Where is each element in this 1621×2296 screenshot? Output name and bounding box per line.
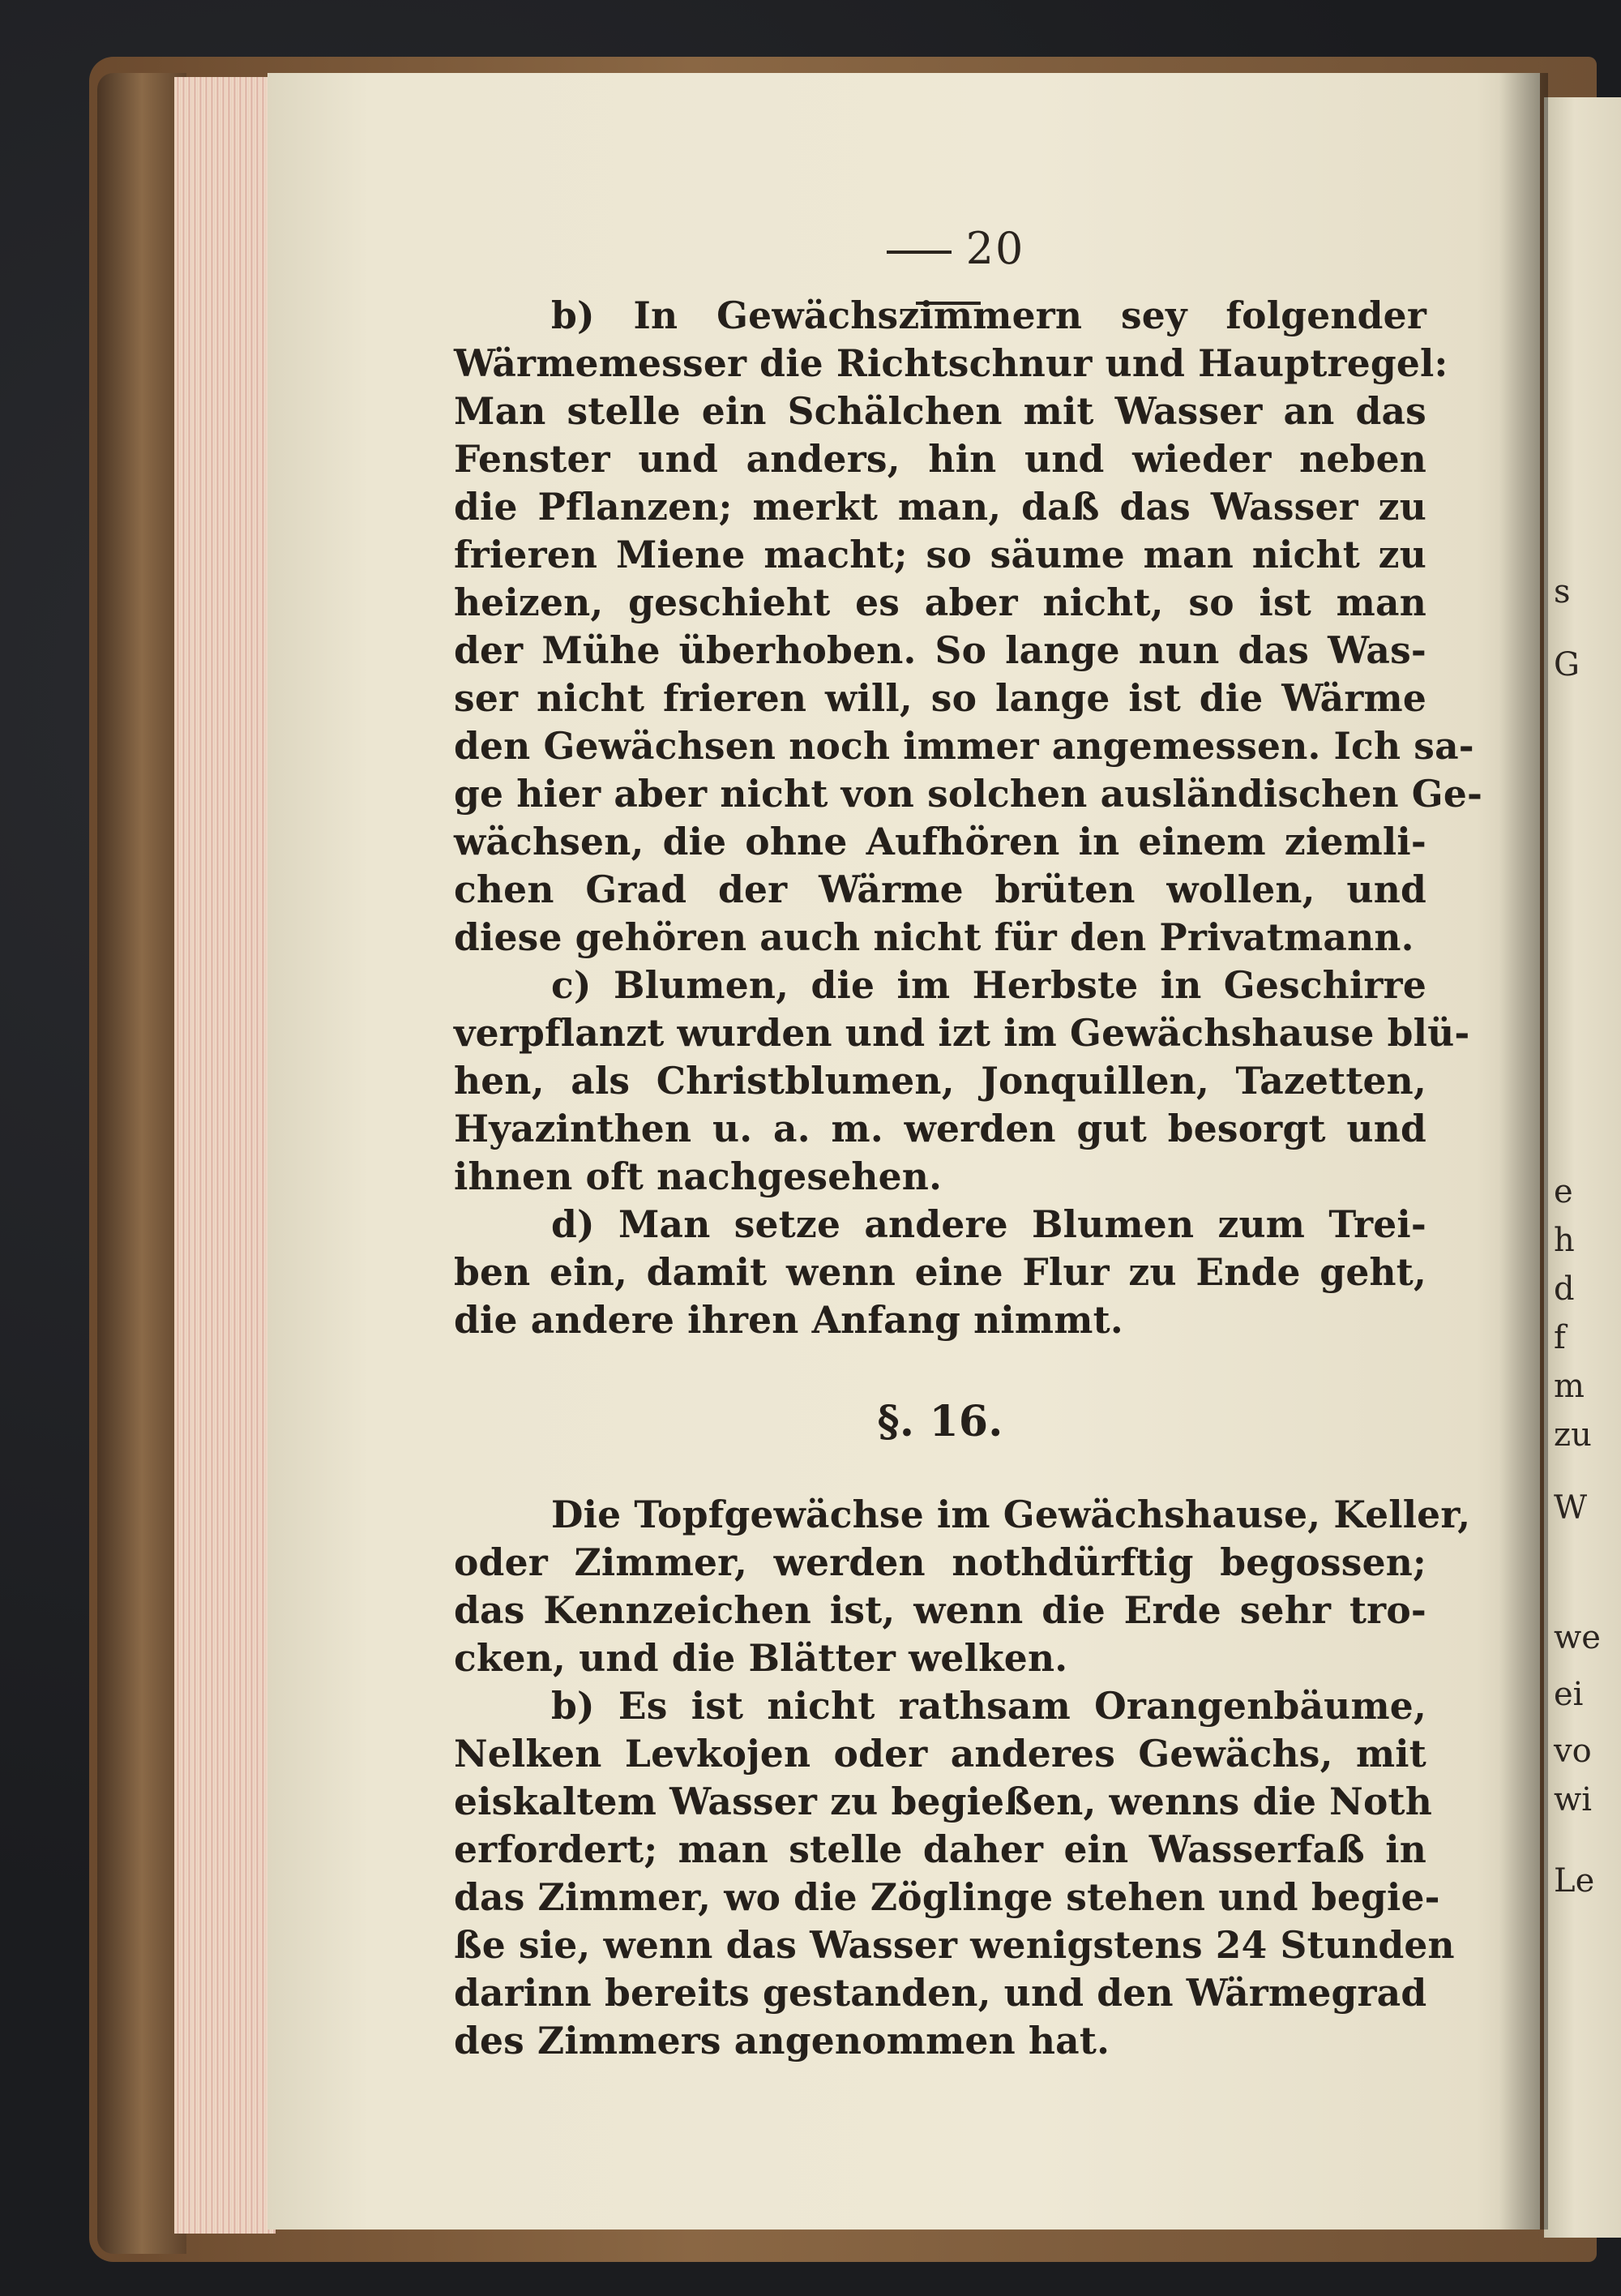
next-page-text-fragment: G (1554, 646, 1580, 683)
text-line: c) Blumen, die im Herbste in Geschirre (551, 963, 1426, 1007)
next-page-text-fragment: e (1554, 1173, 1573, 1210)
book-spine-edge (97, 73, 186, 2254)
text-line: der Mühe überhoben. So lange nun das Was- (454, 628, 1426, 672)
text-line: Nelken Levkojen oder anderes Gewächs, mit (454, 1732, 1426, 1776)
text-line: Man stelle ein Schälchen mit Wasser an das (454, 389, 1426, 433)
text-line: das Zimmer, wo die Zöglinge stehen und begie- (454, 1875, 1440, 1919)
paragraph-16-b (454, 1682, 1455, 2065)
text-line: die Pflanzen; merkt man, daß das Wasser zu (454, 485, 1426, 529)
text-line: d) Man setze andere Blumen zum Trei- (551, 1202, 1426, 1246)
next-page-text-fragment: ei (1554, 1676, 1584, 1713)
text-line: cken, und die Blätter welken. (454, 1636, 1068, 1680)
page-text (454, 292, 1483, 2065)
next-page-text-fragment: zu (1554, 1416, 1592, 1454)
text-line: chen Grad der Wärme brüten wollen, und (454, 867, 1426, 911)
next-page-text-fragment: f (1554, 1319, 1566, 1356)
text-line: heizen, geschieht es aber nicht, so ist man (454, 580, 1426, 624)
paragraph-c (454, 962, 1470, 1201)
text-line: wächsen, die ohne Aufhören in einem ziemli- (454, 820, 1426, 863)
next-page-text-fragment: wi (1554, 1781, 1593, 1818)
next-page-text-fragment: vo (1554, 1733, 1592, 1770)
text-line: ben ein, damit wenn eine Flur zu Ende geht, (454, 1250, 1426, 1294)
text-line: des Zimmers angenommen hat. (454, 2019, 1110, 2063)
text-line: Fenster und anders, hin und wieder neben (454, 437, 1426, 481)
text-line: Die Topfgewächse im Gewächshause, Keller, (551, 1493, 1471, 1536)
page-edges (174, 77, 276, 2234)
text-line: b) Es ist nicht rathsam Orangenbäume, (551, 1684, 1426, 1728)
text-line: ihnen oft nachgesehen. (454, 1154, 943, 1198)
text-line: oder Zimmer, werden nothdürftig begossen; (454, 1540, 1426, 1584)
next-page-text-fragment: W (1554, 1489, 1588, 1527)
text-line: verpflanzt wurden und izt im Gewächshause blü- (454, 1011, 1470, 1055)
paragraph-16-main (454, 1491, 1471, 1682)
gutter-shadow (1499, 73, 1548, 2230)
page-number-dash-left (887, 251, 952, 254)
next-page-text-fragment: m (1554, 1368, 1585, 1405)
section-heading: §. 16. (877, 1397, 1003, 1446)
paragraph-d (454, 1201, 1426, 1344)
text-line: die andere ihren Anfang nimmt. (454, 1298, 1123, 1342)
next-page-text-fragment: Le (1554, 1862, 1595, 1900)
text-line: diese gehören auch nicht für den Privatmann. (454, 915, 1414, 959)
page-number-value: 20 (965, 223, 1025, 274)
text-line: erfordert; man stelle daher ein Wasserfaß in (454, 1827, 1426, 1871)
text-line: b) In Gewächszimmern sey folgender (551, 293, 1426, 337)
next-page-text-fragment: d (1554, 1270, 1575, 1308)
text-line: frieren Miene macht; so säume man nicht zu (454, 533, 1426, 576)
text-line: Wärmemesser die Richtschnur und Hauptregel: (454, 341, 1448, 385)
text-line: das Kennzeichen ist, wenn die Erde sehr tro- (454, 1588, 1426, 1632)
text-line: den Gewächsen noch immer angemessen. Ich sa- (454, 724, 1474, 768)
text-line: hen, als Christblumen, Jonquillen, Tazetten, (454, 1059, 1426, 1103)
text-line: darinn bereits gestanden, und den Wärmegrad (454, 1971, 1427, 2015)
paragraph-b (454, 292, 1483, 962)
text-line: Hyazinthen u. a. m. werden gut besorgt und (454, 1107, 1426, 1150)
text-line: eiskaltem Wasser zu begießen, wenns die Noth (454, 1780, 1433, 1823)
next-page-text-fragment: s (1554, 573, 1571, 610)
text-line: ge hier aber nicht von solchen ausländischen Ge- (454, 772, 1483, 816)
next-page-text-fragment: h (1554, 1222, 1575, 1259)
text-line: ße sie, wenn das Wasser wenigstens 24 Stunden (454, 1923, 1455, 1967)
next-page-edge (1544, 97, 1621, 2238)
text-line: ser nicht frieren will, so lange ist die Wärme (454, 676, 1426, 720)
next-page-text-fragment: we (1554, 1619, 1601, 1656)
